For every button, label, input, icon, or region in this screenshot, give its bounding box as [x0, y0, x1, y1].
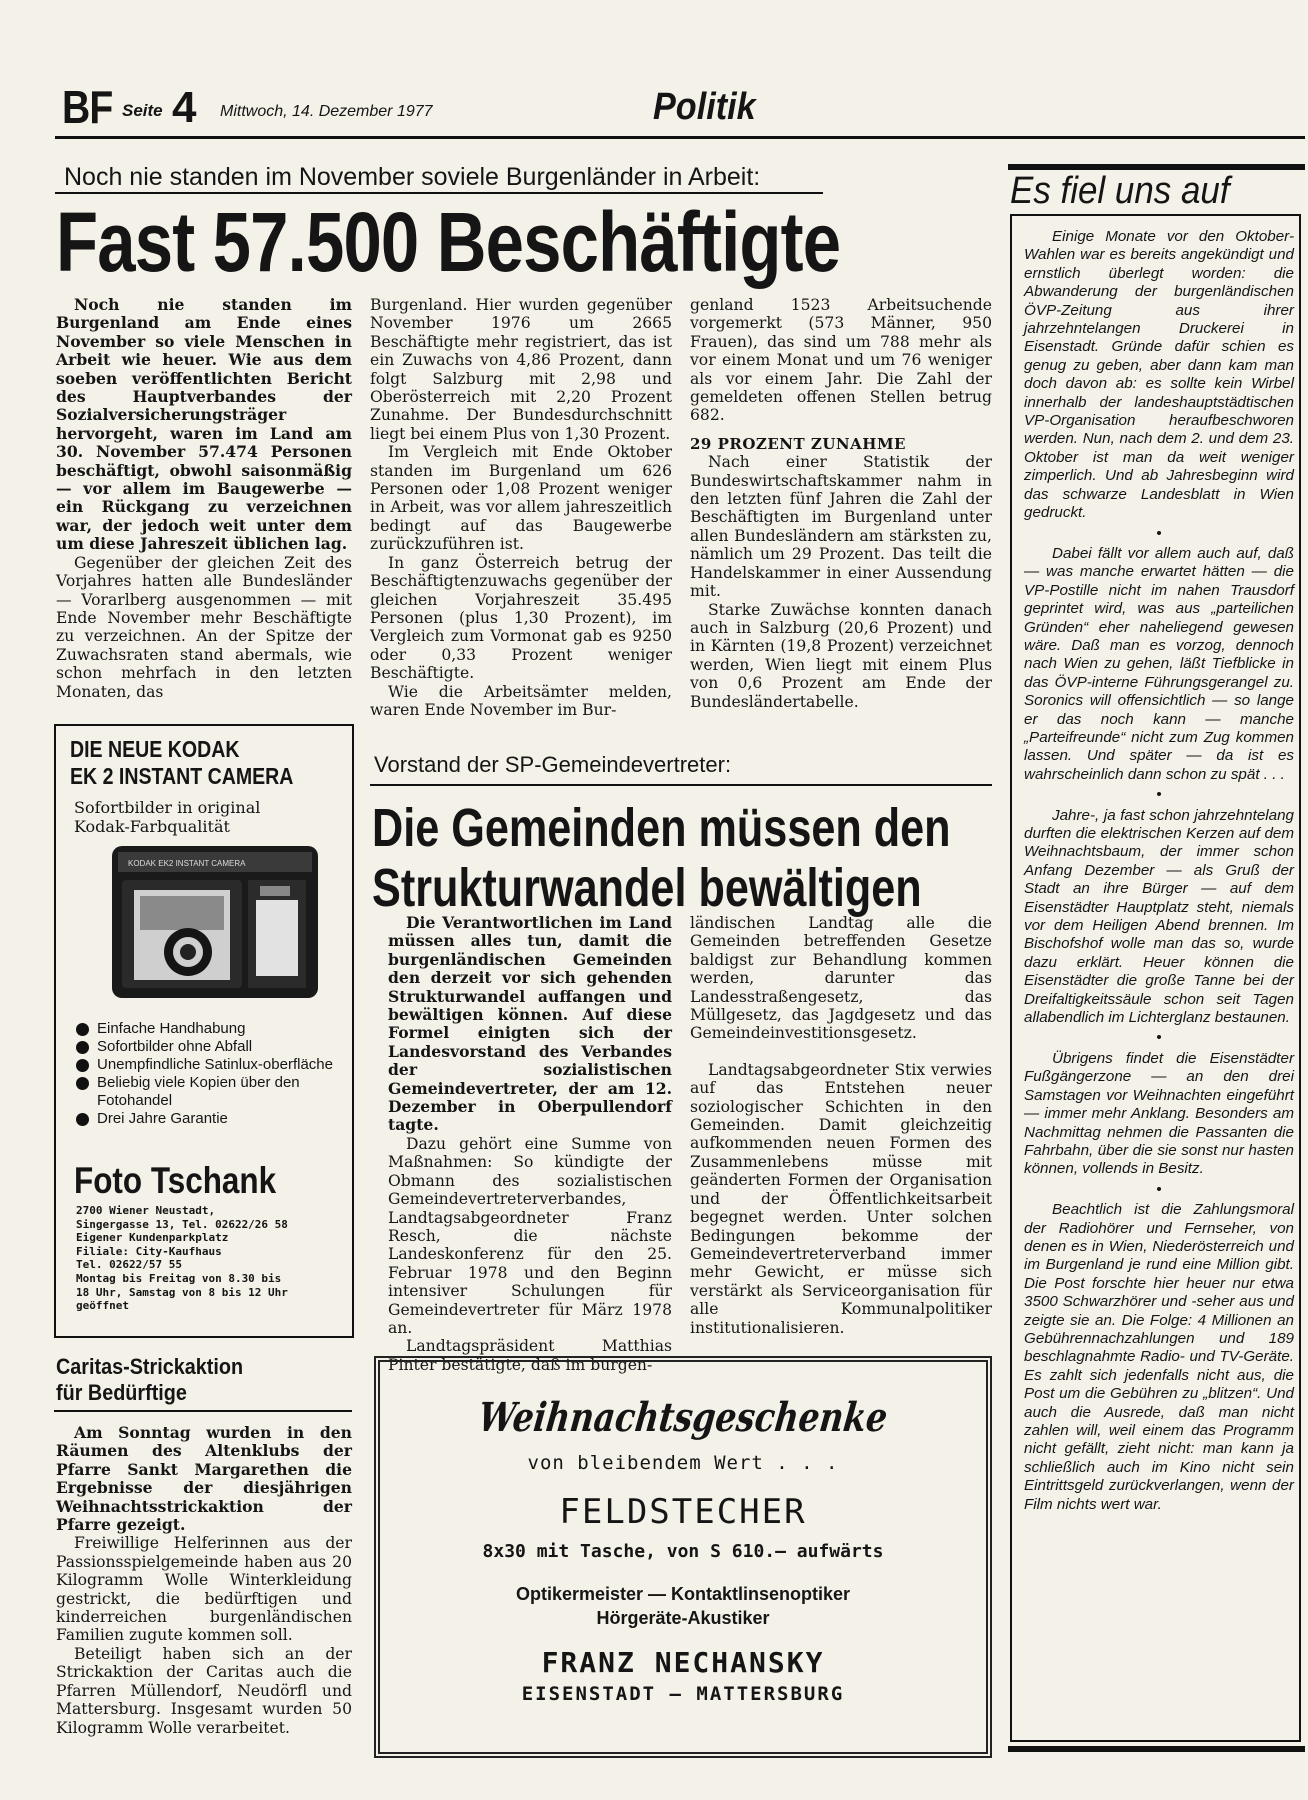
feature-text: Einfache Handhabung [97, 1020, 246, 1037]
sidebar-paragraph: Dabei fällt vor allem auch auf, daß — was manche erwartet hätten — die VP-Postille nicht im nahen Trausdorf geprintet wird, was aus „parteilichen Gründen“ eher naheliegend gewesen wäre. Daß man es vorzog, dennoch nach Wien zu gehen, läßt Tiefblicke in das ÖVP-interne Führungsgerangel zu. Soronics will offensichtlich — so lange er das noch kann — manche „Parteifreunde“ nicht zum Zug kommen lassen. Und später — da ist es wahrscheinlich dann schon zu spät . . . [1024, 544, 1294, 783]
page-label: Seite [122, 101, 163, 120]
article1-lead: Noch nie standen im Burgenland am Ende eines November so viele Menschen in Arbeit wie heuer. Wie aus dem soeben veröffentlichten Bericht des Hauptverbandes der Sozialversicherungsträger hervorgeht, waren im Land am 30. November 57.474 Personen beschäftigt, obwohl saisonmäßig — vor allem im Baugewerbe — ein Rückgang zu verzeichnen war, der jedoch weit unter dem um diese Jahreszeit üblichen lag. [56, 295, 352, 554]
caritas-lead: Am Sonntag wurden in den Räumen des Altenklubs der Pfarre Sankt Margarethen die Ergebnisse der diesjährigen Weihnachtsstrickaktion der Pfarre gezeigt. [56, 1423, 352, 1535]
kodak-subtitle-line: Kodak-Farbqualität [74, 817, 230, 836]
article2-headline-line: Strukturwandel bewältigen [372, 858, 922, 918]
feature-text: Sofortbilder ohne Abfall [97, 1038, 253, 1055]
article2-paragraph: Landtagspräsident Matthias Pinter bestätigte, daß im burgen- [388, 1337, 672, 1374]
separator-icon: • [1156, 1029, 1162, 1047]
newspaper-logo: BF [62, 81, 113, 133]
page-number: 4 [172, 83, 197, 132]
sidebar-title: Es fiel uns auf [1010, 170, 1230, 212]
section-title: Politik [653, 86, 756, 128]
camera-illustration [108, 840, 322, 1004]
sidebar-paragraph: Beachtlich ist die Zahlungsmoral der Radiohörer und Fernseher, von denen es in Wien, Niederösterreich und im Burgenland je rund eine Million gibt. Die Post forschte hier heuer nur etwa 3500 Schwarzhörer und -seher aus und zeigte sie an. Die Folge: 4 Millionen an Gebührennachzahlungen und 189 beschlagnahmte Radio- und TV-Geräte. Es zahlt sich jedenfalls nicht aus, die Post um die Gebühren zu „blitzen“. Und auch die Ausrede, daß man nicht zahlen will, weil einem das Programm nicht gefällt, zieht nicht: man kann ja schließlich auch im Kino nicht sein Eintrittsgeld zurückverlangen, wenn der Film nichts wert war. [1024, 1201, 1294, 1513]
bullet-icon [76, 1113, 89, 1126]
kodak-title-line: EK 2 INSTANT CAMERA [70, 763, 294, 789]
ad-services: Hörgeräte-Akustiker [596, 1608, 770, 1628]
feature-item [76, 1056, 336, 1074]
article1-paragraph: Burgenland. Hier wurden gegenüber November 1976 um 2665 Beschäftigte mehr registriert, das ist ein Zuwachs von 4,86 Prozent, dann folgt Salzburg mit 2,98 und Oberösterreich mit 2,20 Prozent Zunahme. Der Bundesdurchschnitt liegt bei einem Plus von 1,30 Prozent. [370, 296, 672, 443]
ad-product-detail: 8x30 mit Tasche, von S 610.— aufwärts [482, 1541, 884, 1562]
caritas-body [56, 1424, 352, 1737]
kodak-subtitle-line: Sofortbilder in original [74, 798, 261, 817]
kodak-title [70, 736, 293, 790]
separator-icon: • [1156, 786, 1162, 804]
article2-col2 [690, 914, 992, 1337]
article1-headline: Fast 57.500 Beschäftigte [56, 195, 841, 289]
feature-text: Drei Jahre Garantie [97, 1110, 228, 1127]
ad-services: Optikermeister — Kontaktlinsenoptiker [515, 1584, 851, 1604]
address-line: Singergasse 13, Tel. 02622/26 58 [76, 1217, 288, 1231]
bullet-icon [76, 1041, 89, 1054]
sidebar-bottom-rule [1008, 1746, 1305, 1752]
kodak-title-line: DIE NEUE KODAK [70, 736, 240, 762]
article1-paragraph: Starke Zuwächse konnten danach auch in Salzburg (20,6 Prozent) und in Kärnten (19,8 Prozent) verzeichnet werden, Wien liegt mit einem Plus von 0,6 Prozent am Ende der Bundesländertabelle. [690, 600, 992, 711]
caritas-paragraph: Freiwillige Helferinnen aus der Passionsspielgemeinde haben aus 20 Kilogramm Wolle Winterkleidung gestrickt, die bedürftigen und kinderreichen burgenländischen Familien zugute kommen soll. [56, 1534, 352, 1645]
ad-title: Weihnachtsgeschenke [476, 1394, 890, 1441]
article2-paragraph: Landtagsabgeordneter Stix verwies auf das Entstehen neuer soziologischer Schichten in den Gemeinden. Damit gleichzeitig aufkommenden neuen Formen des Zusammenlebens müsse mit geänderten Formen der Organisation und der Öffentlichkeitsarbeit begegnet werden. Unter solchen Bedingungen bekomme der Gemeindevertreterverband immer mehr Gewicht, er müsse sich verstärkt als Serviceorganisation für alle Kommunalpolitiker institutionalisieren. [690, 1060, 992, 1337]
article1-paragraph: Wie die Arbeitsämter melden, waren Ende November im Bur- [370, 682, 672, 719]
article1-col1 [56, 296, 352, 701]
feature-text: Unempfindliche Satinlux-oberfläche [97, 1056, 333, 1073]
article1-paragraph: In ganz Österreich betrug der Beschäftigtenzuwachs gegenüber der gleichen Vorjahreszeit 35.495 Personen (plus 1,30 Prozent), im Vergleich zum Vormonat gab es 9250 oder 0,33 Prozent weniger Beschäftigte. [370, 553, 672, 683]
kodak-ad [54, 724, 354, 1338]
article1-col2 [370, 296, 672, 719]
ad-company: FRANZ NECHANSKY [541, 1646, 825, 1679]
article2-paragraph: ländischen Landtag alle die Gemeinden betreffenden Gesetze baldigst zur Behandlung kommen werden, darunter das Landesstraßengesetz, das Müllgesetz, das Jagdgesetz und das Gemeindeinvestitionsgesetz. [690, 914, 992, 1043]
camera-label: KODAK EK2 INSTANT CAMERA [128, 859, 246, 868]
article2-kicker: Vorstand der SP-Gemeindevertreter: [374, 752, 732, 777]
feature-item [76, 1110, 336, 1128]
bullet-icon [76, 1023, 89, 1036]
nechansky-ad [374, 1356, 992, 1758]
ad-cities: EISENSTADT — MATTERSBURG [521, 1683, 845, 1705]
shop-name: Foto Tschank [74, 1160, 277, 1201]
address-line: Montag bis Freitag von 8.30 bis [76, 1271, 282, 1285]
article1-paragraph: Nach einer Statistik der Bundeswirtschaftskammer nahm in den letzten fünf Jahren die Zahl der Beschäftigten im Burgenland unter allen Bundesländern am stärksten zu, nämlich um 29 Prozent. Das teilt die Handelskammer in einer Aussendung mit. [690, 453, 992, 601]
article1-kicker: Noch nie standen im November soviele Burgenländer in Arbeit: [64, 163, 761, 191]
feature-text: Beliebig viele Kopien über den Fotohandel [97, 1074, 300, 1109]
address-line: geöffnet [76, 1299, 129, 1313]
sidebar-paragraph: Einige Monate vor den Oktober-Wahlen war es bereits angekündigt und ernstlich überlegt worden: die Abwanderung der burgenländischen ÖVP-Zeitung aus ihrer jahrzehntelangen Druckerei in Eisenstadt. Gründe dafür schien es genug zu geben, aber dann kam man doch davon ab: es sollte kein Wirbel innerhalb der landeshauptstädtischen VP-Organisation heraufbeschworen werden. Nun, nach dem 2. und dem 23. Oktober ist man da weit weniger zimperlich. Und ab Jahresbeginn wird das schwarze Landesblatt in Wien gedruckt. [1024, 228, 1294, 522]
caritas-title [56, 1354, 243, 1406]
separator-icon: • [1156, 524, 1162, 542]
sidebar-paragraph: Jahre-, ja fast schon jahrzehntelang durften die elektrischen Kerzen auf dem Weihnachtsbaum, der immer schon Anfang Dezember — als Gruß der Stadt an ihre Bürger — auf dem Eisenstädter Hauptplatz steht, niemals vor dem Heiligen Abend brennen. Im Bischofshof wolle man das so, wurde dazu erklärt. Heuer können die Eisenstädter die große Tanne bei der Dreifaltigkeitssäule schon seit Tagen allabendlich im Lichterglanz bestaunen. [1024, 806, 1294, 1027]
article1-paragraph: genland 1523 Arbeitsuchende vorgemerkt (573 Männer, 950 Frauen), das sind um 788 mehr als vor einem Monat und um 76 weniger als vor einem Jahr. Die Zahl der gemeldeten offenen Stellen betrug 682. [690, 296, 992, 425]
shop-address [76, 1204, 338, 1313]
address-line: Eigener Kundenparkplatz [76, 1231, 229, 1245]
feature-item [76, 1074, 336, 1110]
caritas-title-rule [54, 1410, 352, 1412]
feature-item [76, 1038, 336, 1056]
caritas-paragraph: Beteiligt haben sich an der Strickaktion der Caritas auch die Pfarren Müllendorf, Neudörfl und Mattersburg. Insgesamt wurden 50 Kilogramm Wolle verarbeitet. [56, 1644, 352, 1737]
separator-icon: • [1156, 1180, 1162, 1198]
ad-tagline: von bleibendem Wert . . . [527, 1452, 839, 1474]
article1-paragraph: Im Vergleich mit Ende Oktober standen im Burgenland um 626 Personen oder 1,08 Prozent weniger in Arbeit, was vor allem jahreszeitlich bedingt auf das Baugewerbe zurückzuführen ist. [370, 443, 672, 554]
article2-col1 [388, 914, 672, 1374]
article2-paragraph: Dazu gehört eine Summe von Maßnahmen: So kündigte der Obmann des sozialistischen Gemeindevertreterverbandes, Landtagsabgeordneter Franz Resch, die nächste Landeskonferenz für den 25. Februar 1978 und den Beginn intensiver Schulungen für Gemeindevertreter für März 1978 an. [388, 1134, 672, 1337]
caritas-title-line: für Bedürftige [56, 1380, 187, 1405]
kicker-underline [55, 192, 823, 194]
feature-item [76, 1020, 336, 1038]
kodak-subtitle [74, 798, 260, 836]
bullet-icon [76, 1077, 89, 1090]
header-rule [55, 136, 1305, 139]
issue-date: Mittwoch, 14. Dezember 1977 [220, 103, 433, 120]
article2-headline-line: Die Gemeinden müssen den [372, 798, 951, 858]
address-line: 18 Uhr, Samstag von 8 bis 12 Uhr [76, 1285, 288, 1299]
kicker-underline [370, 784, 992, 786]
article1-col3 [690, 296, 992, 711]
article1-paragraph: Gegenüber der gleichen Zeit des Vorjahres hatten alle Bundesländer — Vorarlberg ausgenommen — mit Ende November mehr Beschäftigte zu verzeichnen. An der Spitze der Zuwachsraten stand abermals, wie schon mehrfach in den letzten Monaten, das [56, 553, 352, 701]
sidebar-body [1024, 228, 1294, 1514]
bullet-icon [76, 1059, 89, 1072]
address-line: Filiale: City-Kaufhaus [76, 1244, 222, 1258]
sidebar-paragraph: Übrigens findet die Eisenstädter Fußgängerzone — an den drei Samstagen vor Weihnachten eingeführt — immer mehr Anklang. Besonders am Nachmittag nehmen die Passanten die Fahrbahn, über die sie sonst nur hasten können, vollends in Besitz. [1024, 1049, 1294, 1178]
ad-product: FELDSTECHER [559, 1492, 807, 1532]
kodak-feature-list [76, 1020, 336, 1128]
article2-lead: Die Verantwortlichen im Land müssen alles tun, damit die burgenländischen Gemeinden den derzeit vor sich gehenden Strukturwandel auffangen und bewältigen können. Auf diese Formel einigten sich der Landesvorstand des Verbandes der sozialistischen Gemeindevertreter, der am 12. Dezember in Oberpullendorf tagte. [388, 913, 672, 1135]
address-line: Tel. 02622/57 55 [76, 1258, 182, 1272]
article1-subhead: 29 PROZENT ZUNAHME [690, 434, 906, 453]
article2-headline [372, 798, 951, 918]
caritas-title-line: Caritas-Strickaktion [56, 1354, 244, 1379]
address-line: 2700 Wiener Neustadt, [76, 1204, 216, 1217]
